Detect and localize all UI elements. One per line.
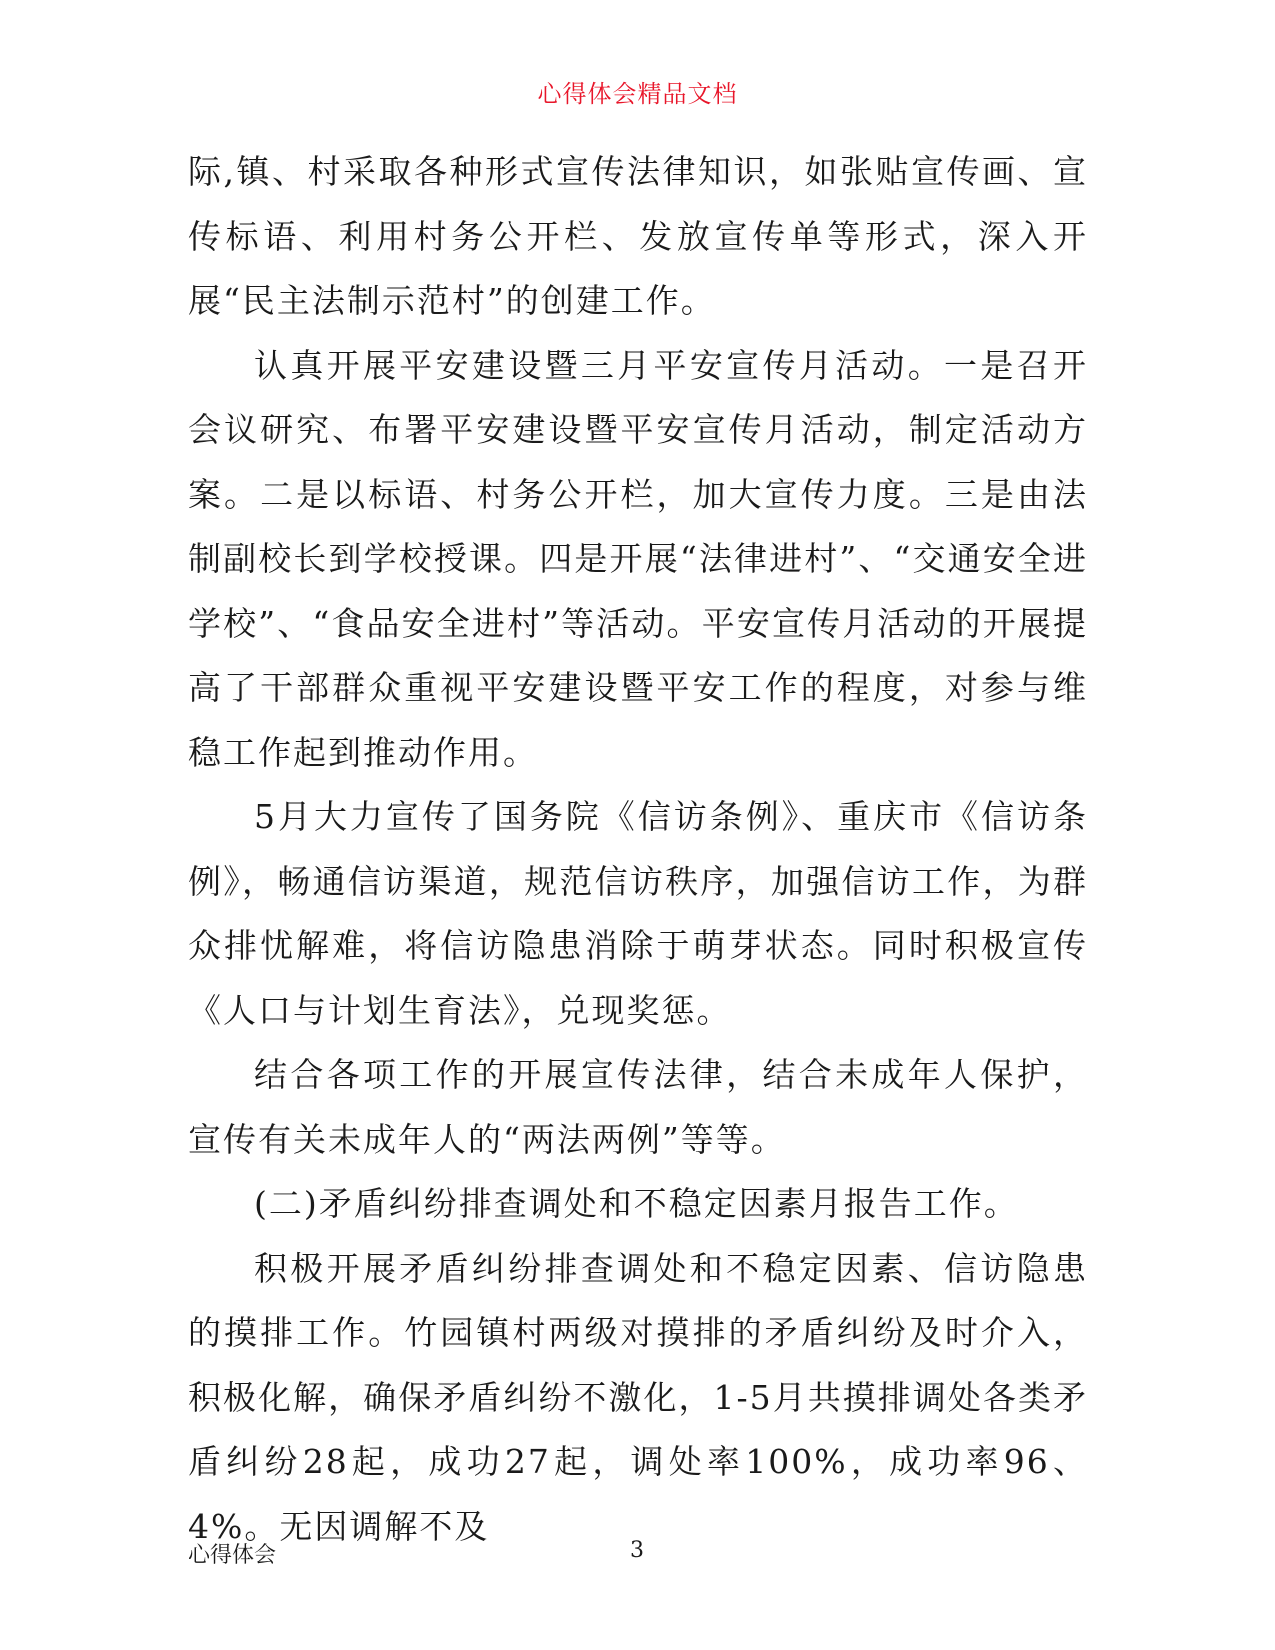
paragraph-3: 5月大力宣传了国务院《信访条例》、重庆市《信访条例》，畅通信访渠道，规范信访秩序，加强信访工作，为群众排忧解难，将信访隐患消除于萌芽状态。同时积极宣传《人口与计划生育法》，兑现奖惩。 bbox=[188, 797, 1088, 1030]
footer-label: 心得体会 bbox=[188, 1543, 277, 1568]
paragraph-5: (二)矛盾纠纷排查调处和不稳定因素月报告工作。 bbox=[254, 1184, 1019, 1223]
document-body bbox=[188, 140, 1088, 1559]
page-number: 3 bbox=[630, 1538, 644, 1563]
paragraph-6: 积极开展矛盾纠纷排查调处和不稳定因素、信访隐患的摸排工作。竹园镇村两级对摸排的矛盾纠纷及时介入，积极化解，确保矛盾纠纷不激化，1-5月共摸排调处各类矛盾纠纷28起，成功27起，调处率100%，成功率96、4%。无因调解不及 bbox=[188, 1248, 1088, 1546]
page-header-title: 心得体会精品文档 bbox=[537, 80, 738, 108]
paragraph-1: 际,镇、村采取各种形式宣传法律知识，如张贴宣传画、宣传标语、利用村务公开栏、发放宣传单等形式，深入开展“民主法制示范村”的创建工作。 bbox=[188, 152, 1088, 320]
paragraph-2: 认真开展平安建设暨三月平安宣传月活动。一是召开会议研究、布署平安建设暨平安宣传月活动，制定活动方案。二是以标语、村务公开栏，加大宣传力度。三是由法制副校长到学校授课。四是开展“法律进村”、“交通安全进学校”、“食品安全进村”等活动。平安宣传月活动的开展提高了干部群众重视平安建设暨平安工作的程度，对参与维稳工作起到推动作用。 bbox=[188, 345, 1088, 772]
paragraph-4: 结合各项工作的开展宣传法律，结合未成年人保护，宣传有关未成年人的“两法两例”等等。 bbox=[188, 1055, 1088, 1159]
